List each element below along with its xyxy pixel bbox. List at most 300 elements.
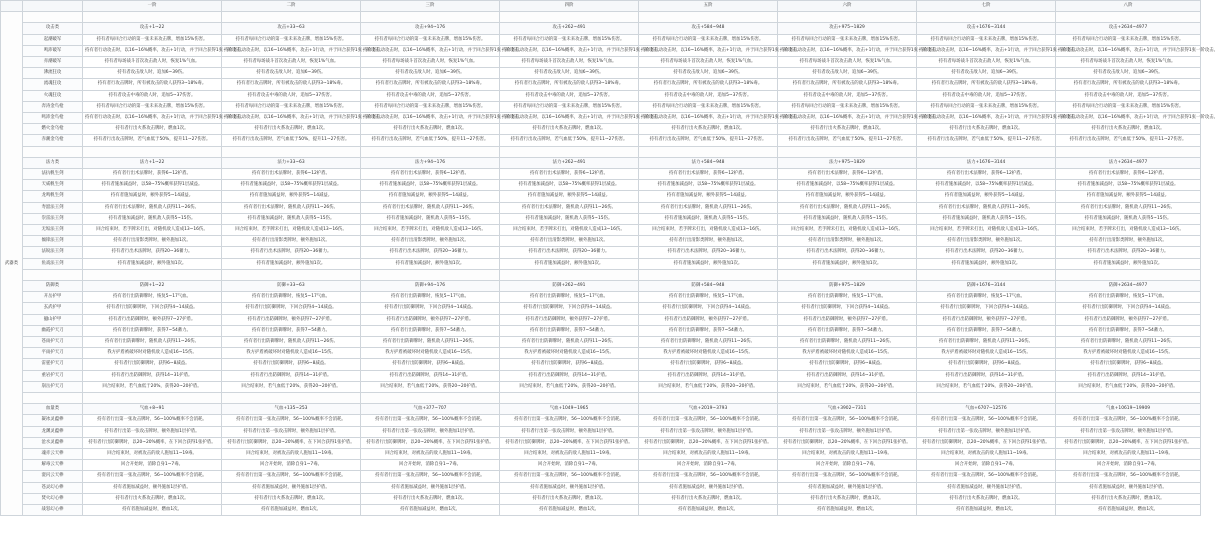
item-effect-cell[interactable]: 持有者行攻击牌时，所有被攻击的敌人获得3~18%毒。 [778, 79, 917, 90]
item-effect-cell[interactable]: 持有者行出防御牌时，随机敌人获得11~26伤。 [778, 337, 917, 348]
item-effect-cell[interactable]: 持有者行出防御牌时，随机敌人获得11~26伤。 [83, 337, 222, 348]
item-name-cell[interactable]: 重岩护天刀 [23, 370, 83, 381]
item-effect-cell[interactable]: 我方护盾被破坏时对随机敌人造成16~15伤。 [639, 348, 778, 359]
item-effect-cell[interactable]: 持有者攻击中毒的敌人时，追加5~37伤害。 [222, 90, 361, 101]
item-effect-cell[interactable]: 持有者行出术法牌时，随机敌人获得11~26伤。 [1056, 202, 1201, 213]
item-effect-cell[interactable]: 持有者行出防御牌时，下回合获得4~14减益。 [1056, 303, 1201, 314]
item-effect-cell[interactable]: 持有者每场战斗首次攻击敌人时，恢复1%气血。 [361, 57, 500, 68]
item-effect-cell[interactable]: 持有者每场战斗首次攻击敌人时，恢复1%气血。 [639, 57, 778, 68]
item-effect-cell[interactable]: 回合结束时，若手牌未打出，对随机敌人造成13~16伤。 [83, 225, 222, 236]
item-effect-cell[interactable]: 持有者每回合行动的第一张未来攻击牌，增加15%伤害。 [500, 34, 639, 45]
item-effect-cell[interactable]: 持有者每回合行动的第一张未来攻击牌，增加15%伤害。 [917, 101, 1056, 112]
item-effect-cell[interactable]: 持有者施加减益时，额外施加1层护盾。 [639, 482, 778, 493]
item-effect-cell[interactable]: 持有者行攻击牌时，所有被攻击的敌人获得3~18%毒。 [222, 79, 361, 90]
item-effect-cell[interactable]: 持有者施加减益时，额外施加1层护盾。 [83, 482, 222, 493]
item-effect-cell[interactable]: 回合结束时，若手牌未打出，对随机敌人造成13~16伤。 [917, 225, 1056, 236]
item-effect-cell[interactable]: 持有者行动攻击时，以16~16%概率，攻击+1行动，并于回合获得1张一阶攻击。 [500, 45, 639, 56]
item-effect-cell[interactable]: 持有者施加减益时，额外施加1次。 [917, 258, 1056, 269]
item-effect-cell[interactable]: 持有者行出防御牌时，恢复5~17气血。 [1056, 292, 1201, 303]
header-cell-7[interactable]: 七阶 [917, 1, 1056, 12]
item-effect-cell[interactable]: 持有者行出防御牌时，获得6~8减益。 [500, 359, 639, 370]
item-effect-cell[interactable]: 回合结束时，若气血低于20%，获得20~20护盾。 [1056, 381, 1201, 392]
item-effect-cell[interactable]: 持有者施加减益时，随机敌人获得5~15伤。 [639, 213, 778, 224]
header-cell-3[interactable]: 三阶 [361, 1, 500, 12]
item-effect-cell[interactable]: 持有者行出术法牌时，获得6~12护盾。 [639, 169, 778, 180]
item-effect-cell[interactable]: 持有者行出防御牌时，随机敌人获得11~26伤。 [917, 337, 1056, 348]
item-effect-cell[interactable]: 持有者行出防御牌时，获得14~31护盾。 [83, 370, 222, 381]
item-effect-cell[interactable]: 持有者施加减益时，额外施加1次。 [1056, 258, 1201, 269]
item-effect-cell[interactable]: 持有者攻击敌人时，追加6~39伤。 [1056, 68, 1201, 79]
empty-cell[interactable] [917, 146, 1056, 157]
header-cell-1[interactable]: 一阶 [83, 1, 222, 12]
item-effect-cell[interactable]: 持有者攻击中毒的敌人时，追加5~37伤害。 [917, 90, 1056, 101]
section-stat-cell[interactable]: 气血+377~707 [361, 404, 500, 415]
item-effect-cell[interactable]: 持有者行出第一张攻击牌时，额外施加1层护盾。 [500, 426, 639, 437]
item-effect-cell[interactable]: 持有者行出防御牌时，下回合获得4~14减益。 [500, 303, 639, 314]
item-effect-cell[interactable]: 持有者行攻击牌时，所有被攻击的敌人获得3~18%毒。 [83, 79, 222, 90]
item-effect-cell[interactable]: 回合结束时，若气血低于20%，获得20~20护盾。 [83, 381, 222, 392]
item-effect-cell[interactable]: 回合结束时，若手牌未打出，对随机敌人造成13~16伤。 [1056, 225, 1201, 236]
item-effect-cell[interactable]: 回合开始时，消除自身1~7毒。 [1056, 460, 1201, 471]
empty-cell[interactable] [23, 146, 83, 157]
item-effect-cell[interactable]: 持有者行出火系攻击牌时，燃血1次。 [361, 493, 500, 504]
category-cell[interactable]: 武器类 [1, 12, 23, 516]
item-effect-cell[interactable]: 持有者施加减益时，额外施加1次。 [778, 258, 917, 269]
empty-cell[interactable] [83, 12, 222, 23]
item-effect-cell[interactable]: 回合结束时，若气血低于20%，获得20~20护盾。 [917, 381, 1056, 392]
item-name-cell[interactable]: 赤潮金乌枪 [23, 135, 83, 146]
section-stat-cell[interactable]: 防御+94~176 [361, 281, 500, 292]
item-effect-cell[interactable]: 持有者行出防御牌时，额外获得7~27护盾。 [222, 314, 361, 325]
item-name-cell[interactable]: 苍灵幻心棒 [23, 482, 83, 493]
item-effect-cell[interactable]: 持有者行出防御牌时，以20~20%概率，在下回合获得1张护盾。 [639, 437, 778, 448]
item-name-cell[interactable]: 解毒云天棒 [23, 460, 83, 471]
empty-cell[interactable] [917, 393, 1056, 404]
item-effect-cell[interactable]: 持有者施加减益时，燃血1次。 [1056, 505, 1201, 516]
header-cell-5[interactable]: 五阶 [639, 1, 778, 12]
section-title[interactable]: 防御类 [23, 281, 83, 292]
item-effect-cell[interactable]: 持有者行出术法牌时，获得20~36蓄力。 [1056, 247, 1201, 258]
empty-cell[interactable] [639, 146, 778, 157]
item-effect-cell[interactable]: 持有者行出火系攻击牌时，燃血1次。 [500, 124, 639, 135]
item-effect-cell[interactable]: 持有者施加减益时，以58~75%概率获得1层减益。 [917, 180, 1056, 191]
item-effect-cell[interactable]: 持有者行出术法牌时，获得20~36蓄力。 [639, 247, 778, 258]
item-effect-cell[interactable]: 持有者行出第一张攻击牌时，56~100%概率不会消耗。 [1056, 471, 1201, 482]
item-effect-cell[interactable]: 持有者施加减益时，额外获得5~14减益。 [83, 191, 222, 202]
item-effect-cell[interactable]: 持有者行出防御牌时，恢复5~17气血。 [917, 292, 1056, 303]
item-effect-cell[interactable]: 回合结束时，对被攻击的敌人施加11~19毒。 [222, 449, 361, 460]
item-effect-cell[interactable]: 持有者行出防御牌时，下回合获得4~14减益。 [83, 303, 222, 314]
item-effect-cell[interactable]: 持有者每回合行动的第一张未来攻击牌，增加15%伤害。 [500, 101, 639, 112]
section-stat-cell[interactable]: 攻击+33~63 [222, 23, 361, 34]
section-stat-cell[interactable]: 气血+2019~3793 [639, 404, 778, 415]
item-effect-cell[interactable]: 持有者施加减益时，随机敌人获得5~15伤。 [917, 213, 1056, 224]
item-effect-cell[interactable]: 持有者攻击中毒的敌人时，追加5~37伤害。 [639, 90, 778, 101]
item-effect-cell[interactable]: 回合结束时，对被攻击的敌人施加11~19毒。 [639, 449, 778, 460]
item-effect-cell[interactable]: 回合结束时，若气血低于20%，获得20~20护盾。 [222, 381, 361, 392]
item-effect-cell[interactable]: 持有者施加减益时，以58~75%概率获得1层减益。 [500, 180, 639, 191]
section-stat-cell[interactable]: 攻击+262~491 [500, 23, 639, 34]
item-name-cell[interactable]: 燃火金乌枪 [23, 124, 83, 135]
item-effect-cell[interactable]: 持有者行出术法牌时，随机敌人获得11~26伤。 [639, 202, 778, 213]
item-effect-cell[interactable]: 持有者行出清影类牌时，额外施加1次。 [1056, 236, 1201, 247]
item-effect-cell[interactable]: 持有者行动攻击时，以16~16%概率，攻击+1行动，并于回合获得1张一阶攻击。 [83, 45, 222, 56]
item-effect-cell[interactable]: 持有者行出防御牌时，恢复5~17气血。 [778, 292, 917, 303]
empty-cell[interactable] [639, 393, 778, 404]
item-effect-cell[interactable]: 回合开始时，消除自身1~7毒。 [83, 460, 222, 471]
item-effect-cell[interactable]: 持有者攻击中毒的敌人时，追加5~37伤害。 [1056, 90, 1201, 101]
empty-cell[interactable] [778, 269, 917, 280]
item-effect-cell[interactable]: 持有者行出第一张攻击牌时，56~100%概率不会消耗。 [917, 415, 1056, 426]
empty-cell[interactable] [500, 146, 639, 157]
item-effect-cell[interactable]: 持有者行动攻击时，以16~16%概率，攻击+1行动，并于回合获得1张一阶攻击。 [917, 113, 1056, 124]
corner-cell[interactable] [1, 1, 23, 12]
item-effect-cell[interactable]: 持有者每场战斗首次攻击敌人时，恢复1%气血。 [778, 57, 917, 68]
empty-cell[interactable] [222, 269, 361, 280]
item-effect-cell[interactable]: 持有者行动攻击时，以16~16%概率，攻击+1行动，并于回合获得1张一阶攻击。 [917, 45, 1056, 56]
item-effect-cell[interactable]: 持有者行出第一张攻击牌时，56~100%概率不会消耗。 [917, 471, 1056, 482]
item-effect-cell[interactable]: 持有者每回合行动的第一张未来攻击牌，增加15%伤害。 [83, 101, 222, 112]
item-effect-cell[interactable]: 回合结束时，若手牌未打出，对随机敌人造成13~16伤。 [500, 225, 639, 236]
item-effect-cell[interactable]: 持有者行出术法牌时，随机敌人获得11~26伤。 [500, 202, 639, 213]
empty-cell[interactable] [1056, 393, 1201, 404]
item-name-cell[interactable]: 玄武护甲 [23, 303, 83, 314]
item-name-cell[interactable]: 撼山护甲 [23, 314, 83, 325]
item-effect-cell[interactable]: 持有者行动攻击时，以16~16%概率，攻击+1行动，并于回合获得1张一阶攻击。 [83, 113, 222, 124]
section-stat-cell[interactable]: 防御+975~1829 [778, 281, 917, 292]
item-effect-cell[interactable]: 持有者行出术法牌时，获得20~36蓄力。 [83, 247, 222, 258]
item-effect-cell[interactable]: 持有者行出防御牌时，以20~20%概率，在下回合获得1张护盾。 [222, 437, 361, 448]
item-effect-cell[interactable]: 持有者每场战斗首次攻击敌人时，恢复1%气血。 [917, 57, 1056, 68]
item-name-cell[interactable]: 龙鸣帆生剑 [23, 191, 83, 202]
item-effect-cell[interactable]: 持有者行出术法牌时，获得20~36蓄力。 [917, 247, 1056, 258]
item-effect-cell[interactable]: 持有者施加减益时，额外施加1次。 [361, 258, 500, 269]
item-effect-cell[interactable]: 持有者行出第一张攻击牌时，56~100%概率不会消耗。 [222, 471, 361, 482]
item-effect-cell[interactable]: 持有者行出防御牌时，额外获得7~27护盾。 [83, 314, 222, 325]
item-effect-cell[interactable]: 持有者施加减益时，以58~75%概率获得1层减益。 [778, 180, 917, 191]
item-effect-cell[interactable]: 持有者行出防御牌时，以20~20%概率，在下回合获得1张护盾。 [83, 437, 222, 448]
item-effect-cell[interactable]: 持有者行出攻击牌时，若气血低于50%，提升11~27伤害。 [778, 135, 917, 146]
item-effect-cell[interactable]: 持有者行出防御牌时，恢复5~17气血。 [500, 292, 639, 303]
item-name-cell[interactable]: 战怒幻心棒 [23, 505, 83, 516]
item-effect-cell[interactable]: 持有者行出防御牌时，下回合获得4~14减益。 [222, 303, 361, 314]
item-name-cell[interactable]: 鸣沛破军 [23, 45, 83, 56]
section-stat-cell[interactable]: 攻击+2634~4977 [1056, 23, 1201, 34]
empty-cell[interactable] [222, 146, 361, 157]
item-effect-cell[interactable]: 持有者施加减益时，额外获得5~14减益。 [778, 191, 917, 202]
item-effect-cell[interactable]: 持有者施加减益时，燃血1次。 [500, 505, 639, 516]
item-effect-cell[interactable]: 持有者攻击中毒的敌人时，追加5~37伤害。 [83, 90, 222, 101]
item-effect-cell[interactable]: 回合开始时，消除自身1~7毒。 [917, 460, 1056, 471]
item-effect-cell[interactable]: 持有者施加减益时，以58~75%概率获得1层减益。 [222, 180, 361, 191]
item-effect-cell[interactable]: 回合开始时，消除自身1~7毒。 [500, 460, 639, 471]
item-effect-cell[interactable]: 持有者行出第一张攻击牌时，额外施加1层护盾。 [361, 426, 500, 437]
item-name-cell[interactable]: 澄闪云天棒 [23, 471, 83, 482]
item-effect-cell[interactable]: 持有者行出术法牌时，获得20~36蓄力。 [222, 247, 361, 258]
item-effect-cell[interactable]: 持有者行出防御牌时，额外获得7~27护盾。 [639, 314, 778, 325]
empty-cell[interactable] [778, 146, 917, 157]
item-name-cell[interactable]: 魂赤云天棒 [23, 449, 83, 460]
header-cell-0[interactable] [23, 1, 83, 12]
section-stat-cell[interactable]: 攻击+975~1829 [778, 23, 917, 34]
item-effect-cell[interactable]: 持有者行出第一张攻击牌时，56~100%概率不会消耗。 [639, 415, 778, 426]
item-effect-cell[interactable]: 持有者行出术法牌时，获得6~12护盾。 [1056, 169, 1201, 180]
item-name-cell[interactable]: 雷霆护天刀 [23, 359, 83, 370]
empty-cell[interactable] [917, 269, 1056, 280]
item-effect-cell[interactable]: 持有者攻击敌人时，追加6~39伤。 [222, 68, 361, 79]
empty-cell[interactable] [83, 146, 222, 157]
header-cell-4[interactable]: 四阶 [500, 1, 639, 12]
item-effect-cell[interactable]: 持有者行出防御牌时，获得14~31护盾。 [500, 370, 639, 381]
item-name-cell[interactable]: 焚火幻心棒 [23, 493, 83, 504]
item-name-cell[interactable]: 法锐法王剑 [23, 247, 83, 258]
section-stat-cell[interactable]: 防御+584~948 [639, 281, 778, 292]
item-effect-cell[interactable]: 持有者行出火系攻击牌时，燃血1次。 [222, 493, 361, 504]
item-effect-cell[interactable]: 持有者施加减益时，随机敌人获得5~15伤。 [1056, 213, 1201, 224]
item-effect-cell[interactable]: 持有者行出火系攻击牌时，燃血1次。 [500, 493, 639, 504]
item-effect-cell[interactable]: 持有者行出第一张攻击牌时，额外施加1层护盾。 [639, 426, 778, 437]
section-stat-cell[interactable]: 防御+262~491 [500, 281, 639, 292]
item-effect-cell[interactable]: 持有者行出火系攻击牌时，燃血1次。 [83, 124, 222, 135]
item-effect-cell[interactable]: 持有者攻击敌人时，追加6~39伤。 [500, 68, 639, 79]
item-effect-cell[interactable]: 持有者行出防御牌时，额外获得7~27护盾。 [917, 314, 1056, 325]
item-effect-cell[interactable]: 持有者每场战斗首次攻击敌人时，恢复1%气血。 [1056, 57, 1201, 68]
item-effect-cell[interactable]: 持有者行出防御牌时，随机敌人获得11~26伤。 [500, 337, 639, 348]
item-effect-cell[interactable]: 回合结束时，对被攻击的敌人施加11~19毒。 [83, 449, 222, 460]
item-effect-cell[interactable]: 持有者施加减益时，额外施加1次。 [500, 258, 639, 269]
item-effect-cell[interactable]: 持有者行出防御牌时，下回合获得4~14减益。 [917, 303, 1056, 314]
item-effect-cell[interactable]: 持有者行出第一张攻击牌时，56~100%概率不会消耗。 [361, 415, 500, 426]
item-effect-cell[interactable]: 持有者行出清影类牌时，额外施加1次。 [639, 236, 778, 247]
item-effect-cell[interactable]: 持有者攻击敌人时，追加6~39伤。 [83, 68, 222, 79]
item-name-cell[interactable]: 鸣沛金鸟枪 [23, 113, 83, 124]
item-effect-cell[interactable]: 持有者攻击敌人时，追加6~39伤。 [917, 68, 1056, 79]
section-stat-cell[interactable]: 气血+6707~12576 [917, 404, 1056, 415]
item-name-cell[interactable]: 火魂狂攻 [23, 90, 83, 101]
item-effect-cell[interactable]: 持有者行出术法牌时，获得6~12护盾。 [778, 169, 917, 180]
item-effect-cell[interactable]: 持有者行出防御牌时，获得6~8减益。 [222, 359, 361, 370]
item-effect-cell[interactable]: 回合结束时，若手牌未打出，对随机敌人造成13~16伤。 [361, 225, 500, 236]
section-stat-cell[interactable]: 法力+584~948 [639, 157, 778, 168]
item-effect-cell[interactable]: 持有者行出防御牌时，获得6~8减益。 [361, 359, 500, 370]
item-effect-cell[interactable]: 持有者行出防御牌时，以20~20%概率，在下回合获得1张护盾。 [917, 437, 1056, 448]
section-stat-cell[interactable]: 气血+135~253 [222, 404, 361, 415]
item-effect-cell[interactable]: 回合开始时，消除自身1~7毒。 [361, 460, 500, 471]
item-effect-cell[interactable]: 持有者施加减益时，额外获得5~14减益。 [1056, 191, 1201, 202]
item-effect-cell[interactable]: 持有者行出防御牌时，下回合获得4~14减益。 [639, 303, 778, 314]
item-effect-cell[interactable]: 持有者行出清影类牌时，额外施加1次。 [83, 236, 222, 247]
item-effect-cell[interactable]: 回合结束时，对被攻击的敌人施加11~19毒。 [778, 449, 917, 460]
item-effect-cell[interactable]: 回合结束时，若气血低于20%，获得20~20护盾。 [639, 381, 778, 392]
item-effect-cell[interactable]: 持有者行出火系攻击牌时，燃血1次。 [83, 493, 222, 504]
item-effect-cell[interactable]: 持有者行出防御牌时，获得6~8减益。 [83, 359, 222, 370]
item-effect-cell[interactable]: 持有者行出第一张攻击牌时，56~100%概率不会消耗。 [83, 471, 222, 482]
item-effect-cell[interactable]: 持有者每回合行动的第一张未来攻击牌，增加15%伤害。 [361, 101, 500, 112]
section-stat-cell[interactable]: 防御+1676~3144 [917, 281, 1056, 292]
section-stat-cell[interactable]: 法力+33~63 [222, 157, 361, 168]
empty-cell[interactable] [361, 269, 500, 280]
item-effect-cell[interactable]: 回合开始时，消除自身1~7毒。 [778, 460, 917, 471]
empty-cell[interactable] [1056, 269, 1201, 280]
item-effect-cell[interactable]: 持有者行攻击牌时，所有被攻击的敌人获得3~18%毒。 [361, 79, 500, 90]
item-effect-cell[interactable]: 持有者行出攻击牌时，若气血低于50%，提升11~27伤害。 [639, 135, 778, 146]
item-effect-cell[interactable]: 持有者行出术法牌时，获得20~36蓄力。 [500, 247, 639, 258]
item-effect-cell[interactable]: 持有者行出术法牌时，随机敌人获得11~26伤。 [361, 202, 500, 213]
item-name-cell[interactable]: 流魂狂攻 [23, 79, 83, 90]
item-effect-cell[interactable]: 持有者每回合行动的第一张未来攻击牌，增加15%伤害。 [917, 34, 1056, 45]
item-name-cell[interactable]: 法抗帆生剑 [23, 169, 83, 180]
item-effect-cell[interactable]: 持有者每回合行动的第一张未来攻击牌，增加15%伤害。 [639, 34, 778, 45]
item-effect-cell[interactable]: 持有者行出第一张攻击牌时，56~100%概率不会消耗。 [500, 415, 639, 426]
item-effect-cell[interactable]: 持有者行攻击牌时，所有被攻击的敌人获得3~18%毒。 [917, 79, 1056, 90]
item-effect-cell[interactable]: 持有者施加减益时，以58~75%概率获得1层减益。 [83, 180, 222, 191]
section-stat-cell[interactable]: 法力+262~491 [500, 157, 639, 168]
item-effect-cell[interactable]: 持有者行出防御牌时，随机敌人获得11~26伤。 [639, 337, 778, 348]
item-effect-cell[interactable]: 持有者攻击敌人时，追加6~39伤。 [778, 68, 917, 79]
section-stat-cell[interactable]: 防御+2634~4977 [1056, 281, 1201, 292]
item-effect-cell[interactable]: 持有者行出攻击牌时，若气血低于50%，提升11~27伤害。 [361, 135, 500, 146]
section-stat-cell[interactable]: 法力+2634~4977 [1056, 157, 1201, 168]
empty-cell[interactable] [917, 12, 1056, 23]
item-effect-cell[interactable]: 持有者行出防御牌时，随机敌人获得11~26伤。 [361, 337, 500, 348]
item-effect-cell[interactable]: 持有者施加减益时，额外施加1层护盾。 [778, 482, 917, 493]
item-effect-cell[interactable]: 持有者行出防御牌时，以20~20%概率，在下回合获得1张护盾。 [500, 437, 639, 448]
item-effect-cell[interactable]: 持有者行出防御牌时，恢复5~17气血。 [639, 292, 778, 303]
item-effect-cell[interactable]: 持有者行出防御牌时，额外获得7~27护盾。 [361, 314, 500, 325]
empty-cell[interactable] [23, 393, 83, 404]
item-effect-cell[interactable]: 持有者攻击中毒的敌人时，追加5~37伤害。 [361, 90, 500, 101]
item-effect-cell[interactable]: 持有者行出第一张攻击牌时，56~100%概率不会消耗。 [1056, 415, 1201, 426]
item-effect-cell[interactable]: 持有者每回合行动的第一张未来攻击牌，增加15%伤害。 [1056, 34, 1201, 45]
section-title[interactable]: 攻击类 [23, 23, 83, 34]
item-effect-cell[interactable]: 持有者行出防御牌时，获得14~31护盾。 [222, 370, 361, 381]
section-stat-cell[interactable]: 攻击+1676~3144 [917, 23, 1056, 34]
item-effect-cell[interactable]: 持有者行出防御牌时，额外获得7~27护盾。 [1056, 314, 1201, 325]
item-effect-cell[interactable]: 持有者行攻击牌时，所有被攻击的敌人获得3~18%毒。 [500, 79, 639, 90]
item-effect-cell[interactable]: 持有者施加减益时，额外获得5~14减益。 [500, 191, 639, 202]
item-effect-cell[interactable]: 持有者行出防御牌时，获得6~8减益。 [778, 359, 917, 370]
item-effect-cell[interactable]: 持有者行攻击牌时，所有被攻击的敌人获得3~18%毒。 [639, 79, 778, 90]
item-effect-cell[interactable]: 持有者施加减益时，以58~75%概率获得1层减益。 [639, 180, 778, 191]
item-effect-cell[interactable]: 持有者行动攻击时，以16~16%概率，攻击+1行动，并于回合获得1张一阶攻击。 [361, 45, 500, 56]
item-effect-cell[interactable]: 持有者行出第一张攻击牌时，56~100%概率不会消耗。 [778, 415, 917, 426]
item-effect-cell[interactable]: 持有者行出清影类牌时，额外施加1次。 [222, 236, 361, 247]
item-effect-cell[interactable]: 持有者行动攻击时，以16~16%概率，攻击+1行动，并于回合获得1张一阶攻击。 [639, 45, 778, 56]
item-effect-cell[interactable]: 持有者行动攻击时，以16~16%概率，攻击+1行动，并于回合获得1张一阶攻击。 [222, 113, 361, 124]
item-effect-cell[interactable]: 持有者行出术法牌时，获得20~36蓄力。 [361, 247, 500, 258]
item-effect-cell[interactable]: 持有者行出火系攻击牌时，燃血1次。 [639, 493, 778, 504]
item-effect-cell[interactable]: 持有者行出防御牌时，获得7~54蓄力。 [639, 325, 778, 336]
item-effect-cell[interactable]: 回合结束时，若气血低于20%，获得20~20护盾。 [500, 381, 639, 392]
item-effect-cell[interactable]: 持有者施加减益时，额外获得5~14减益。 [917, 191, 1056, 202]
item-effect-cell[interactable]: 持有者行出术法牌时，获得20~36蓄力。 [778, 247, 917, 258]
item-effect-cell[interactable]: 持有者行出火系攻击牌时，燃血1次。 [1056, 493, 1201, 504]
item-effect-cell[interactable]: 我方护盾被破坏时对随机敌人造成16~15伤。 [917, 348, 1056, 359]
item-name-cell[interactable]: 龙渊灵蕴棒 [23, 426, 83, 437]
item-effect-cell[interactable]: 我方护盾被破坏时对随机敌人造成16~15伤。 [361, 348, 500, 359]
item-effect-cell[interactable]: 持有者行出防御牌时，获得6~8减益。 [639, 359, 778, 370]
item-effect-cell[interactable]: 持有者行出防御牌时，以20~20%概率，在下回合获得1张护盾。 [1056, 437, 1201, 448]
item-effect-cell[interactable]: 持有者攻击中毒的敌人时，追加5~37伤害。 [500, 90, 639, 101]
empty-cell[interactable] [83, 269, 222, 280]
item-effect-cell[interactable]: 持有者行动攻击时，以16~16%概率，攻击+1行动，并于回合获得1张一阶攻击。 [778, 45, 917, 56]
item-effect-cell[interactable]: 持有者行出术法牌时，获得6~12护盾。 [83, 169, 222, 180]
item-effect-cell[interactable]: 持有者行动攻击时，以16~16%概率，攻击+1行动，并于回合获得1张一阶攻击。 [1056, 45, 1201, 56]
item-effect-cell[interactable]: 持有者行出清影类牌时，额外施加1次。 [361, 236, 500, 247]
item-effect-cell[interactable]: 持有者行出攻击牌时，若气血低于50%，提升11~27伤害。 [1056, 135, 1201, 146]
item-effect-cell[interactable]: 持有者每回合行动的第一张未来攻击牌，增加15%伤害。 [1056, 101, 1201, 112]
item-effect-cell[interactable]: 持有者施加减益时，额外施加1层护盾。 [917, 482, 1056, 493]
item-effect-cell[interactable]: 持有者行出清影类牌时，额外施加1次。 [500, 236, 639, 247]
empty-cell[interactable] [361, 393, 500, 404]
item-effect-cell[interactable]: 持有者行出防御牌时，以20~20%概率，在下回合获得1张护盾。 [361, 437, 500, 448]
item-effect-cell[interactable]: 持有者行出第一张攻击牌时，56~100%概率不会消耗。 [222, 415, 361, 426]
item-effect-cell[interactable]: 持有者行出防御牌时，恢复5~17气血。 [222, 292, 361, 303]
item-name-cell[interactable]: 开岳护甲 [23, 292, 83, 303]
item-effect-cell[interactable]: 回合结束时，若气血低于20%，获得20~20护盾。 [778, 381, 917, 392]
item-effect-cell[interactable]: 持有者施加减益时，以58~75%概率获得1层减益。 [361, 180, 500, 191]
item-effect-cell[interactable]: 持有者行动攻击时，以16~16%概率，攻击+1行动，并于回合获得1张一阶攻击。 [500, 113, 639, 124]
item-effect-cell[interactable]: 持有者行动攻击时，以16~16%概率，攻击+1行动，并于回合获得1张一阶攻击。 [639, 113, 778, 124]
item-name-cell[interactable]: 起潮破军 [23, 34, 83, 45]
item-name-cell[interactable]: 寿韶法王剑 [23, 202, 83, 213]
item-effect-cell[interactable]: 持有者攻击中毒的敌人时，追加5~37伤害。 [778, 90, 917, 101]
empty-cell[interactable] [778, 393, 917, 404]
item-effect-cell[interactable]: 持有者行出第一张攻击牌时，额外施加1层护盾。 [1056, 426, 1201, 437]
item-effect-cell[interactable]: 持有者行出防御牌时，下回合获得4~14减益。 [361, 303, 500, 314]
item-effect-cell[interactable]: 我方护盾被破坏时对随机敌人造成16~15伤。 [1056, 348, 1201, 359]
item-effect-cell[interactable]: 持有者行出术法牌时，获得6~12护盾。 [500, 169, 639, 180]
item-effect-cell[interactable]: 持有者行出防御牌时，获得7~54蓄力。 [83, 325, 222, 336]
item-effect-cell[interactable]: 持有者行出第一张攻击牌时，额外施加1层护盾。 [222, 426, 361, 437]
empty-cell[interactable] [500, 12, 639, 23]
item-effect-cell[interactable]: 持有者行出防御牌时，获得14~31护盾。 [917, 370, 1056, 381]
item-effect-cell[interactable]: 持有者施加减益时，燃血1次。 [222, 505, 361, 516]
item-effect-cell[interactable]: 持有者施加减益时，额外施加1层护盾。 [500, 482, 639, 493]
item-effect-cell[interactable]: 持有者行出防御牌时，恢复5~17气血。 [361, 292, 500, 303]
item-effect-cell[interactable]: 持有者施加减益时，燃血1次。 [917, 505, 1056, 516]
empty-cell[interactable] [1056, 146, 1201, 157]
section-stat-cell[interactable]: 法力+94~176 [361, 157, 500, 168]
item-effect-cell[interactable]: 持有者施加减益时，燃血1次。 [361, 505, 500, 516]
item-effect-cell[interactable]: 持有者施加减益时，随机敌人获得5~15伤。 [222, 213, 361, 224]
item-effect-cell[interactable]: 持有者行出防御牌时，获得14~31护盾。 [1056, 370, 1201, 381]
item-effect-cell[interactable]: 持有者每回合行动的第一张未来攻击牌，增加15%伤害。 [222, 34, 361, 45]
item-effect-cell[interactable]: 持有者每回合行动的第一张未来攻击牌，增加15%伤害。 [83, 34, 222, 45]
item-effect-cell[interactable]: 持有者行出防御牌时，恢复5~17气血。 [83, 292, 222, 303]
item-effect-cell[interactable]: 持有者行出防御牌时，获得7~54蓄力。 [361, 325, 500, 336]
item-effect-cell[interactable]: 回合结束时，若气血低于20%，获得20~20护盾。 [361, 381, 500, 392]
section-stat-cell[interactable]: 攻击+584~948 [639, 23, 778, 34]
empty-cell[interactable] [500, 393, 639, 404]
item-effect-cell[interactable]: 持有者施加减益时，随机敌人获得5~15伤。 [361, 213, 500, 224]
item-effect-cell[interactable]: 持有者施加减益时，额外施加1次。 [222, 258, 361, 269]
item-effect-cell[interactable]: 持有者每场战斗首次攻击敌人时，恢复1%气血。 [83, 57, 222, 68]
item-effect-cell[interactable]: 持有者行出攻击牌时，若气血低于50%，提升11~27伤害。 [83, 135, 222, 146]
section-stat-cell[interactable]: 防御+33~63 [222, 281, 361, 292]
empty-cell[interactable] [361, 146, 500, 157]
item-effect-cell[interactable]: 持有者行攻击牌时，所有被攻击的敌人获得3~18%毒。 [1056, 79, 1201, 90]
item-effect-cell[interactable]: 回合结束时，对被攻击的敌人施加11~19毒。 [361, 449, 500, 460]
empty-cell[interactable] [1056, 12, 1201, 23]
empty-cell[interactable] [639, 269, 778, 280]
empty-cell[interactable] [83, 393, 222, 404]
item-effect-cell[interactable]: 持有者行出第一张攻击牌时，56~100%概率不会消耗。 [361, 471, 500, 482]
item-effect-cell[interactable]: 我方护盾被破坏时对随机敌人造成16~15伤。 [500, 348, 639, 359]
item-effect-cell[interactable]: 持有者行出清影类牌时，额外施加1次。 [778, 236, 917, 247]
header-cell-2[interactable]: 二阶 [222, 1, 361, 12]
item-effect-cell[interactable]: 持有者行出第一张攻击牌时，额外施加1层护盾。 [778, 426, 917, 437]
